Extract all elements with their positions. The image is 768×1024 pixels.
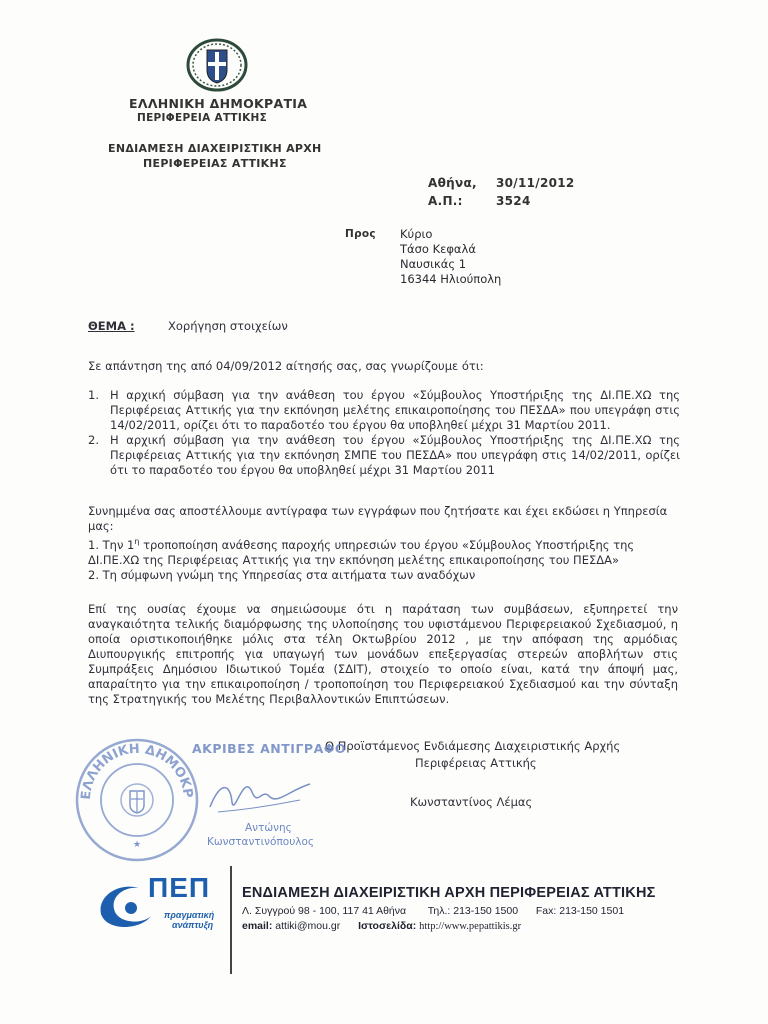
- authority-title-line1: ΕΝΔΙΑΜΕΣΗ ΔΙΑΧΕΙΡΙΣΤΙΚΗ ΑΡΧΗ: [108, 142, 322, 155]
- svg-text:★: ★: [132, 840, 142, 850]
- certified-copy-label: ΑΚΡΙΒΕΣ ΑΝΤΙΓΡΑΦΟ: [192, 741, 346, 756]
- official-seal-stamp: [72, 735, 202, 865]
- list-item: [88, 388, 680, 433]
- attachments-intro: Συνημμένα σας αποστέλλουμε αντίγραφα των εγγράφων που ζητήσατε και έχει εκδώσει η Υπηρεσία μας:: [88, 504, 668, 533]
- recipient-label: Προς: [345, 228, 376, 240]
- footer-address: Λ. Συγγρού 98 - 100, 117 41 Αθήνα: [242, 905, 407, 917]
- protocol-label: Α.Π.:: [428, 194, 463, 208]
- pep-logo-subtitle-2: ανάπτυξη: [172, 920, 214, 930]
- attachment-item: [88, 568, 680, 583]
- region-title: ΠΕΡΙΦΕΡΕΙΑ ΑΤΤΙΚΗΣ: [137, 112, 268, 124]
- attachment-item: [88, 534, 680, 568]
- date-block: [428, 174, 575, 210]
- recipient-line: Ναυσικάς 1: [400, 257, 467, 271]
- footer-email[interactable]: attiki@mou.gr: [275, 920, 341, 932]
- date-value: 30/11/2012: [496, 176, 575, 190]
- footer-fax: Fax: 213-150 1501: [535, 905, 625, 917]
- list-item-text: Η αρχική σύμβαση για την ανάθεση του έργου «Σύμβουλος Υποστήριξης της ΔΙ.ΠΕ.ΧΩ της Περιφέρειας Αττικής για την εκπόνηση μελέτης επικαιροποίησης του ΠΕΣΔΑ» που υπεγράφη στις 14/02/2011, ορίζει ότι το παραδοτέο του έργου θα υποβληθεί μέχρι 31 Μαρτίου 2011.: [110, 388, 680, 432]
- signature-title-line1: Ο Προϊστάμενος Ενδιάμεσης Διαχειριστικής Αρχής: [325, 739, 621, 753]
- numbered-list: [88, 388, 680, 478]
- footer-web-line: [242, 920, 521, 932]
- list-item-text: Η αρχική σύμβαση για την ανάθεση του έργου «Σύμβουλος Υποστήριξης της ΔΙ.ΠΕ.ΧΩ της Περιφέρειας Αττικής για την εκπόνηση ΣΜΠΕ του ΠΕΣΔΑ» που υπεγράφη στις 14/02/2011, ορίζει ότι το παραδοτέο του έργου θα υποβληθεί μέχρι 31 Μαρτίου 2011: [110, 433, 680, 477]
- list-item: [88, 433, 680, 478]
- attachment-superscript: η: [134, 537, 140, 546]
- intro-paragraph: Σε απάντηση της από 04/09/2012 αίτησής σας, σας γνωρίζουμε ότι:: [88, 359, 484, 373]
- attachment-text-start: 1. Την 1: [88, 537, 135, 552]
- certifier-last-name: Κωνσταντινόπουλος: [207, 836, 315, 848]
- footer-vertical-divider: [230, 866, 232, 974]
- footer-web-link[interactable]: http://www.pepattikis.gr: [419, 921, 522, 932]
- pep-logo-text: ΠΕΠ: [148, 872, 211, 903]
- attachment-text-end: τροποποίηση ανάθεσης παροχής υπηρεσιών του έργου «Σύμβουλος Υποστήριξης της ΔΙ.ΠΕ.ΧΩ της Περιφέρειας Αττικής για την εκπόνηση μελέτης επικαιροποίησης του ΠΕΣΔΑ»: [88, 537, 635, 567]
- republic-title: ΕΛΛΗΝΙΚΗ ΔΗΜΟΚΡΑΤΙΑ: [129, 96, 308, 111]
- recipient-line: Τάσο Κεφαλά: [400, 242, 476, 256]
- certifier-first-name: Αντώνης: [245, 822, 292, 834]
- protocol-number: 3524: [496, 194, 531, 208]
- attachment-text-start: 2. Τη σύμφωνη γνώμη της Υπηρεσίας στα αιτήματα των αναδόχων: [88, 567, 476, 582]
- authority-title-line2: ΠΕΡΙΦΕΡΕΙΑΣ ΑΤΤΙΚΗΣ: [143, 157, 287, 170]
- recipient-address: [400, 227, 501, 287]
- signatory-name: Κωνσταντίνος Λέμας: [410, 795, 533, 809]
- list-item-number: 1.: [88, 388, 99, 402]
- greek-emblem-icon: [185, 36, 249, 94]
- subject-line: [88, 319, 288, 334]
- seal-text: ΕΛΛΗΝΙΚΗ ΔΗΜΟΚΡ: [78, 741, 196, 801]
- list-item-number: 2.: [88, 433, 99, 447]
- closing-paragraph: Επί της ουσίας έχουμε να σημειώσουμε ότι η παράταση των συμβάσεων, εξυπηρετεί την αναγκαιότητα τελικής διαμόρφωσης της υλοποίησης του υφιστάμενου Περιφερειακού Σχεδιασμού, η οποία οριστικοποιήθηκε μόλις στα τέλη Οκτωβρίου 2012 , με την απόφαση της αρμόδιας Διυπουργικής επιτροπής για υπαγωγή των μονάδων επεξεργασίας στερεών αποβλήτων στις Συμπράξεις Δημόσιου Ιδιωτικού Τομέα (ΣΔΙΤ), στοιχείο το οποίο είναι, κατά την άποψή μας, απαραίτητο για την επικαιροποίηση / τροποποίηση του Περιφερειακού Σχεδιασμού και την σύνταξη της Στρατηγικής του Μελέτης Περιβαλλοντικών Επιπτώσεων.: [88, 602, 678, 706]
- pep-logo-subtitle-1: πραγματική: [164, 910, 215, 920]
- subject-label: ΘΕΜΑ :: [88, 319, 135, 333]
- attachments-section: [88, 504, 680, 583]
- footer-contact-line: [242, 905, 624, 917]
- recipient-line: 16344 Ηλιούπολη: [400, 272, 502, 286]
- place-label: Αθήνα,: [428, 176, 477, 190]
- footer-authority-title: ΕΝΔΙΑΜΕΣΗ ΔΙΑΧΕΙΡΙΣΤΙΚΗ ΑΡΧΗ ΠΕΡΙΦΕΡΕΙΑΣ ΑΤΤΙΚΗΣ: [242, 885, 656, 901]
- signature-title-line2: Περιφέρειας Αττικής: [415, 756, 537, 770]
- footer-web-label: Ιστοσελίδα:: [358, 920, 417, 932]
- footer-phone: Τηλ.: 213-150 1500: [427, 905, 519, 917]
- recipient-line: Κύριο: [400, 227, 433, 241]
- footer-email-label: email:: [242, 920, 273, 932]
- handwritten-signature: [200, 762, 320, 822]
- subject-text: Χορήγηση στοιχείων: [168, 319, 288, 333]
